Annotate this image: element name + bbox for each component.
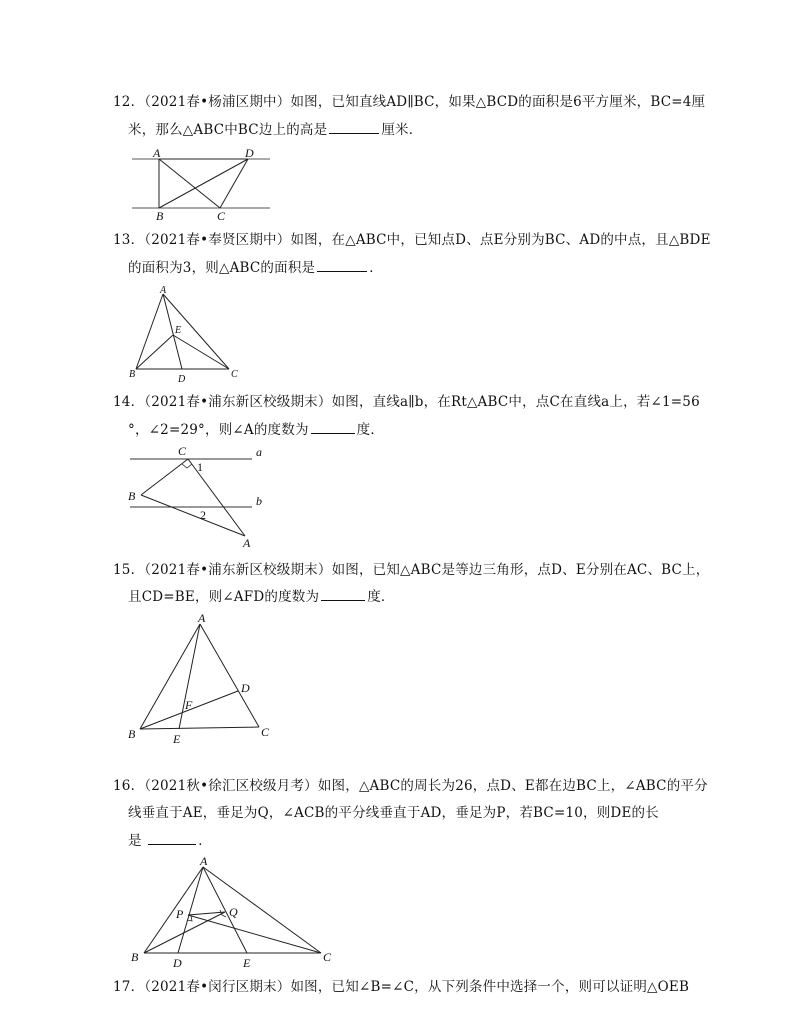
point-label: B xyxy=(128,489,136,503)
figure-equilateral-triangle xyxy=(122,608,277,748)
question-text: 线垂直于AE，垂足为Q，∠ACB的平分线垂直于AD，垂足为P，若BC=10，则DE的长 xyxy=(128,805,659,821)
question-number: 16． xyxy=(113,778,145,794)
question-line xyxy=(128,120,422,139)
question-number: 15． xyxy=(113,562,145,578)
question-number: 13． xyxy=(113,232,145,248)
point-label: C xyxy=(217,209,226,223)
angle-label: 1 xyxy=(197,460,203,474)
question-text: 度． xyxy=(356,422,385,438)
point-label: D xyxy=(241,681,250,695)
point-label: B xyxy=(156,209,164,223)
question-text: 如图，△ABC的周长为26，点D、E都在边BC上，∠ABC的平分 xyxy=(317,778,708,794)
point-label: A xyxy=(200,855,208,868)
point-label: C xyxy=(261,725,270,739)
line-label: a xyxy=(256,445,262,459)
question-line xyxy=(113,231,711,249)
question-text: ． xyxy=(369,260,383,276)
point-label: B xyxy=(131,950,139,964)
angle-label: 2 xyxy=(200,508,206,522)
question-source: （2021春•闵行区期末） xyxy=(144,979,291,995)
question-number: 14． xyxy=(113,394,145,410)
question-line xyxy=(128,831,212,850)
point-label: Q xyxy=(229,905,238,919)
point-label: P xyxy=(176,907,184,921)
question-text: ． xyxy=(198,833,212,849)
question-line xyxy=(113,777,708,795)
figure-parallel-right-triangle xyxy=(125,440,275,552)
question-text: 如图，已知∠B=∠C，从下列条件中选择一个，则可以证明△OEB xyxy=(290,979,690,995)
question-source: （2021春•杨浦区期中） xyxy=(144,94,291,110)
point-label: C xyxy=(231,369,238,380)
point-label: A xyxy=(243,536,251,550)
answer-blank[interactable] xyxy=(311,420,355,434)
question-source: （2021春•浦东新区校级期末） xyxy=(144,394,332,410)
question-line xyxy=(128,804,659,822)
point-label: D xyxy=(245,146,254,160)
point-label: E xyxy=(175,325,182,336)
question-text: 如图，已知直线AD∥BC，如果△BCD的面积是6平方厘米，BC=4厘 xyxy=(290,94,706,110)
question-text: 度． xyxy=(367,589,395,605)
point-label: A xyxy=(198,611,206,625)
point-label: B xyxy=(128,727,136,741)
point-label: E xyxy=(243,956,251,970)
point-label: E xyxy=(173,732,181,746)
figure-parallel-lines-triangles xyxy=(125,145,275,223)
point-label: A xyxy=(160,285,167,296)
point-label: C xyxy=(178,444,187,458)
answer-blank[interactable] xyxy=(329,120,379,134)
question-text: 的面积为3，则△ABC的面积是 xyxy=(128,260,316,276)
question-line xyxy=(113,93,705,111)
question-text: 米，那么△ABC中BC边上的高是 xyxy=(128,122,328,138)
point-label: D xyxy=(173,956,182,970)
question-text: 如图，直线a∥b，在Rt△ABC中，点C在直线a上，若∠1=56 xyxy=(331,394,700,410)
question-text: 如图，在△ABC中，已知点D、点E分别为BC、AD的中点，且△BDE xyxy=(290,232,711,248)
point-label: B xyxy=(129,369,136,380)
answer-blank[interactable] xyxy=(321,587,365,601)
question-text: 且CD=BE，则∠AFD的度数为 xyxy=(128,589,320,605)
question-line xyxy=(113,561,709,579)
question-number: 17． xyxy=(113,979,145,995)
question-line xyxy=(113,978,689,996)
point-label: C xyxy=(323,950,332,964)
figure-angle-bisectors xyxy=(125,855,335,970)
question-line xyxy=(128,587,395,606)
question-number: 12． xyxy=(113,94,145,110)
question-source: （2021春•浦东新区校级期末） xyxy=(144,562,332,578)
question-text: 是 xyxy=(128,833,142,849)
answer-blank[interactable] xyxy=(148,831,196,845)
point-label: A xyxy=(153,146,161,160)
point-label: D xyxy=(178,374,186,385)
question-text: 如图，已知△ABC是等边三角形，点D、E分别在AC、BC上， xyxy=(331,562,710,578)
figure-triangle-midpoints xyxy=(125,285,245,385)
line-label: b xyxy=(256,494,262,508)
question-source: （2021秋•徐汇区校级月考） xyxy=(144,778,318,794)
question-text: 厘米． xyxy=(381,122,423,138)
question-line xyxy=(128,258,383,277)
question-line xyxy=(113,393,700,411)
question-text: °，∠2=29°，则∠A的度数为 xyxy=(128,422,309,438)
answer-blank[interactable] xyxy=(317,258,367,272)
question-line xyxy=(128,420,384,439)
question-source: （2021春•奉贤区期中） xyxy=(144,232,291,248)
point-label: F xyxy=(185,698,193,712)
